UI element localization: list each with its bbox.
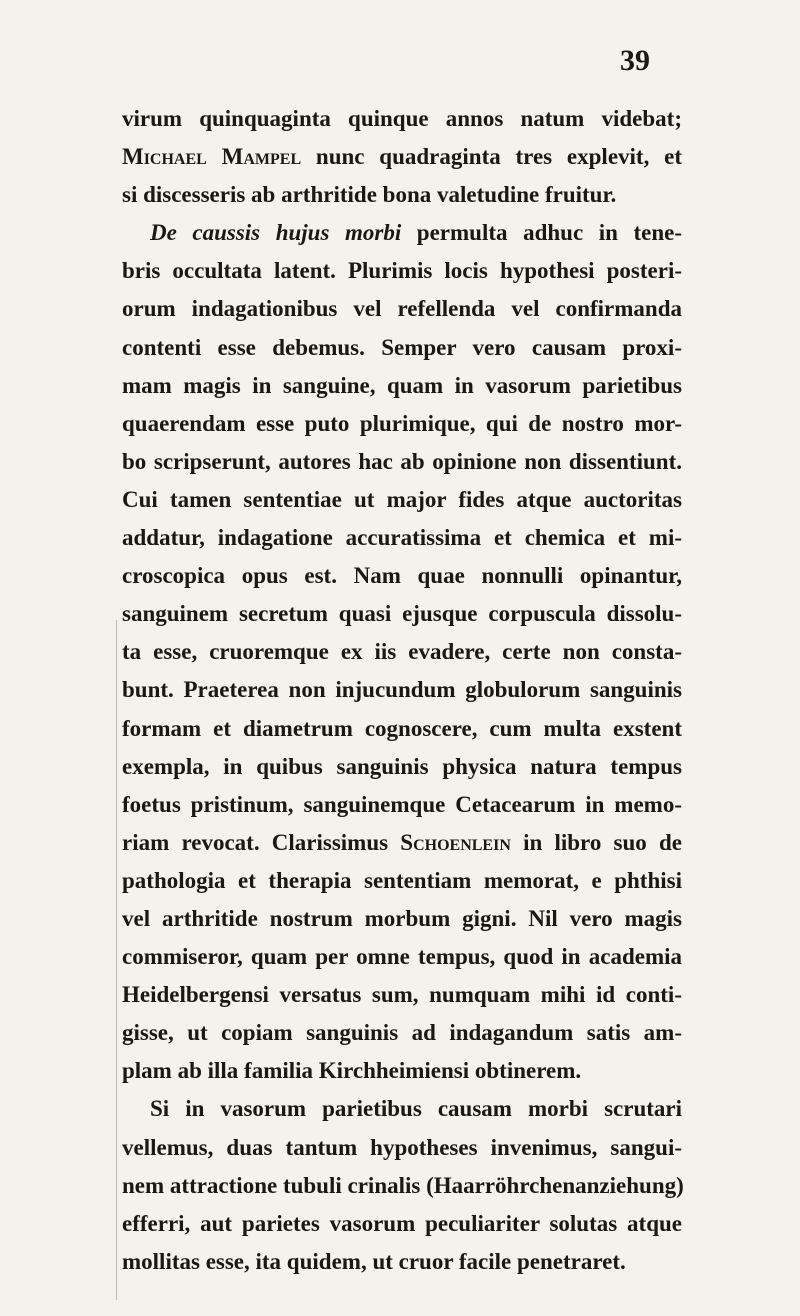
text-line: vel arthritide nostrum morbum gigni. Nil vero magis	[122, 905, 682, 931]
text-line: orum indagationibus vel refellenda vel confirmanda	[122, 296, 682, 322]
text-line: addatur, indagatione accuratissima et chemica et mi-	[122, 525, 682, 551]
text-line: exempla, in quibus sanguinis physica natura tempus	[122, 753, 682, 779]
text-line: sanguinem secretum quasi ejusque corpuscula dissolu-	[122, 601, 682, 627]
text-line: croscopica opus est. Nam quae nonnulli opinantur,	[122, 563, 682, 589]
text-segment: in libro suo de	[510, 829, 683, 855]
text-line: bunt. Praeterea non injucundum globulorum sanguinis	[122, 677, 682, 703]
text-line: mollitas esse, ita quidem, ut cruor facile penetraret.	[122, 1248, 626, 1274]
text-line: foetus pristinum, sanguinemque Cetacearum in memo-	[122, 791, 682, 817]
binding-edge-line	[116, 620, 117, 1300]
text-line	[122, 824, 682, 862]
text-line: pathologia et therapia sententiam memorat, e phthisi	[122, 867, 682, 893]
text-line: Heidelbergensi versatus sum, numquam mihi id conti-	[122, 982, 682, 1008]
text-line: vellemus, duas tantum hypotheses invenimus, sangui-	[122, 1134, 682, 1160]
text-line: gisse, ut copiam sanguinis ad indagandum satis am-	[122, 1020, 682, 1046]
text-line: bo scripserunt, autores hac ab opinione non dissentiunt.	[122, 448, 682, 474]
italic-phrase: De caussis hujus morbi	[150, 220, 402, 246]
person-name: Schoenlein	[400, 829, 511, 855]
text-line: Si in vasorum parietibus causam morbi scrutari	[150, 1096, 682, 1122]
text-line: si discesseris ab arthritide bona valetudine fruitur.	[122, 182, 617, 208]
person-name: Michael Mampel	[122, 144, 302, 170]
text-line: contenti esse debemus. Semper vero causam proxi-	[122, 334, 682, 360]
text-line: plam ab illa familia Kirchheimiensi obtinerem.	[122, 1058, 582, 1084]
text-line: ta esse, cruoremque ex iis evadere, certe non consta-	[122, 639, 682, 665]
text-segment: riam revocat. Clarissimus	[122, 829, 401, 855]
text-line: efferri, aut parietes vasorum peculiariter solutas atque	[122, 1210, 682, 1236]
text-line: Cui tamen sententiae ut major fides atque auctoritas	[122, 486, 682, 512]
text-line: mam magis in sanguine, quam in vasorum parietibus	[122, 372, 682, 398]
text-segment: nunc quadraginta tres explevit, et	[301, 144, 682, 170]
text-segment: permulta adhuc in tene-	[401, 220, 682, 246]
text-line: virum quinquaginta quinque annos natum videbat;	[122, 106, 682, 131]
text-line: commiseror, quam per omne tempus, quod in academia	[122, 944, 682, 970]
text-line	[122, 214, 682, 252]
text-line: bris occultata latent. Plurimis locis hypothesi posteri-	[122, 258, 682, 284]
text-line	[122, 138, 682, 176]
body-text	[122, 100, 682, 1281]
page-number: 39	[620, 44, 650, 77]
text-line: quaerendam esse puto plurimique, qui de nostro mor-	[122, 410, 682, 436]
text-line: formam et diametrum cognoscere, cum multa exstent	[122, 715, 682, 741]
text-line: nem attractione tubuli crinalis (Haarröhrchenanziehung)	[122, 1172, 684, 1198]
